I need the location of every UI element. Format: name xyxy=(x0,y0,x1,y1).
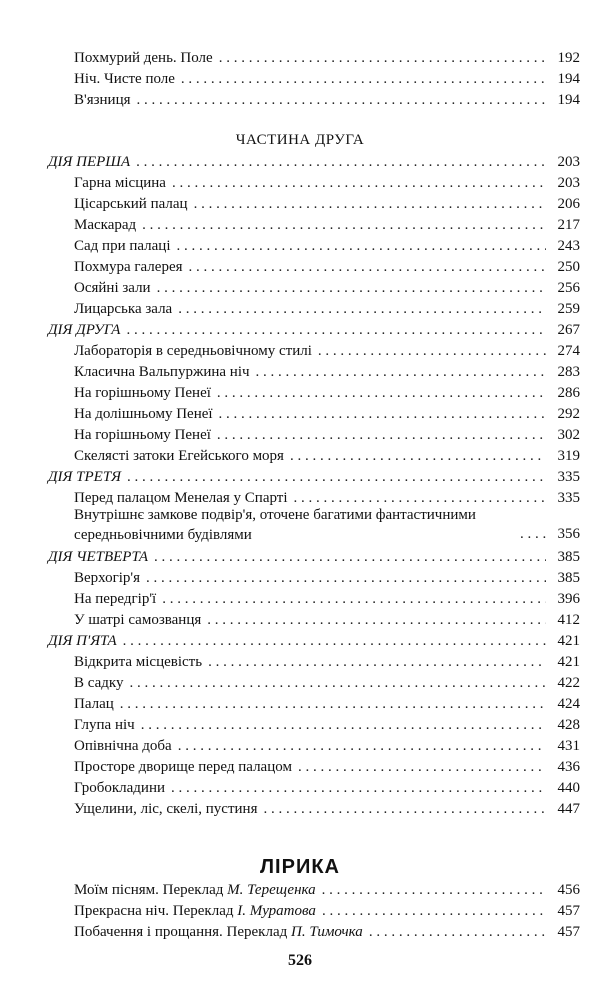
toc-entry xyxy=(48,757,580,778)
act-title: ДІЯ ЧЕТВЕРТА xyxy=(48,549,149,565)
entry-title: Класична Вальпуржина ніч xyxy=(74,364,250,380)
leader-dots xyxy=(127,467,546,488)
toc-entry xyxy=(48,425,580,446)
leader-dots xyxy=(141,715,546,736)
entry-title-text: Моїм пісням. Переклад xyxy=(74,882,228,898)
toc-entry xyxy=(48,446,580,467)
entry-title: Опівнічна доба xyxy=(74,738,172,754)
toc-entry xyxy=(48,362,580,383)
entry-title: Похмурий день. Поле xyxy=(74,50,213,66)
entry-page: 422 xyxy=(557,675,580,691)
entry-page: 274 xyxy=(557,343,580,359)
toc-entry xyxy=(48,69,580,90)
entry-title-text: Побачення і прощання. Переклад xyxy=(74,924,291,940)
leader-dots xyxy=(256,362,546,383)
entry-title: На передгір'ї xyxy=(74,591,157,607)
entry-title: Перед палацом Менелая у Спарті xyxy=(74,490,288,506)
toc-entry xyxy=(48,568,580,589)
entry-title: Гробокладини xyxy=(74,780,166,796)
entry-title: Відкрита місцевість xyxy=(74,654,203,670)
toc-entry xyxy=(48,799,580,820)
entry-page: 421 xyxy=(557,654,580,670)
entry-title: Маскарад xyxy=(74,217,137,233)
toc-entry xyxy=(48,922,580,943)
leader-dots xyxy=(157,278,546,299)
toc-entry xyxy=(48,90,580,111)
entry-page: 456 xyxy=(557,882,580,898)
entry-page: 385 xyxy=(557,570,580,586)
leader-dots xyxy=(207,610,546,631)
entry-title: Лицарська зала xyxy=(74,301,173,317)
act-title: ДІЯ ТРЕТЯ xyxy=(48,469,122,485)
leader-dots xyxy=(322,901,546,922)
toc-act xyxy=(48,152,580,173)
leader-dots xyxy=(217,425,546,446)
entry-page: 259 xyxy=(557,301,580,317)
leader-dots xyxy=(263,799,546,820)
leader-dots xyxy=(189,257,546,278)
leader-dots xyxy=(177,236,546,257)
translator-name: М. Терещенка xyxy=(227,882,316,898)
leader-dots xyxy=(194,194,546,215)
entry-title: Гарна місцина xyxy=(74,175,166,191)
entry-title xyxy=(74,922,363,943)
entry-title: Сад при палаці xyxy=(74,238,171,254)
act-title: ДІЯ П'ЯТА xyxy=(48,633,117,649)
leader-dots xyxy=(298,757,546,778)
entry-page: 447 xyxy=(557,801,580,817)
entry-title: На горішньому Пенеї xyxy=(74,385,211,401)
entry-page: 283 xyxy=(557,364,580,380)
entry-title: У шатрі самозванця xyxy=(74,612,202,628)
leader-dots xyxy=(126,320,546,341)
entry-page: 206 xyxy=(557,196,580,212)
entry-page: 396 xyxy=(557,591,580,607)
leader-dots xyxy=(217,383,546,404)
entry-page: 440 xyxy=(557,780,580,796)
toc-entry xyxy=(48,901,580,922)
toc-entry xyxy=(48,404,580,425)
entry-title: В'язниця xyxy=(74,92,131,108)
leader-dots xyxy=(136,152,546,173)
leader-dots xyxy=(178,299,546,320)
entry-page: 203 xyxy=(557,154,580,170)
toc-act xyxy=(48,631,580,652)
toc-entry xyxy=(48,173,580,194)
part-heading: ЧАСТИНА ДРУГА xyxy=(235,132,365,148)
leader-dots xyxy=(172,173,546,194)
entry-title: Лабораторія в середньовічному стилі xyxy=(74,343,312,359)
entry-page: 217 xyxy=(557,217,580,233)
entry-title: Скелясті затоки Егейського моря xyxy=(74,448,284,464)
toc-entry xyxy=(48,694,580,715)
toc-entry xyxy=(48,673,580,694)
entry-page: 385 xyxy=(557,549,580,565)
toc-entry xyxy=(48,778,580,799)
entry-title: В садку xyxy=(74,675,124,691)
act-title: ДІЯ ПЕРША xyxy=(48,154,131,170)
entry-title: Внутрішнє замкове подвір'я, оточене багатими фантастичними середньовічними будівлями xyxy=(74,507,476,543)
toc-entry xyxy=(48,589,580,610)
entry-title: На долішньому Пенеї xyxy=(74,406,213,422)
entry-page: 431 xyxy=(557,738,580,754)
toc-entry xyxy=(48,341,580,362)
entry-title: Ущелини, ліс, скелі, пустиня xyxy=(74,801,258,817)
leader-dots xyxy=(219,48,546,69)
entry-title: Верхогір'я xyxy=(74,570,141,586)
entry-title xyxy=(74,880,316,901)
entry-page: 292 xyxy=(557,406,580,422)
leader-dots xyxy=(162,589,546,610)
leader-dots xyxy=(520,524,546,545)
entry-page: 256 xyxy=(557,280,580,296)
toc-act xyxy=(48,547,580,568)
entry-page: 421 xyxy=(557,633,580,649)
entry-page: 457 xyxy=(557,903,580,919)
entry-title: Похмура галерея xyxy=(74,259,183,275)
entry-page: 192 xyxy=(557,50,580,66)
leader-dots xyxy=(171,778,546,799)
toc-entry xyxy=(48,48,580,69)
toc-act xyxy=(48,467,580,488)
toc-entry xyxy=(48,383,580,404)
entry-page: 267 xyxy=(557,322,580,338)
entry-page: 250 xyxy=(557,259,580,275)
toc-act xyxy=(48,320,580,341)
entry-page: 203 xyxy=(557,175,580,191)
leader-dots xyxy=(318,341,546,362)
entry-title: Глупа ніч xyxy=(74,717,135,733)
entry-page: 356 xyxy=(557,526,580,542)
leader-dots xyxy=(219,404,546,425)
entry-title: Ніч. Чисте поле xyxy=(74,71,175,87)
entry-page: 412 xyxy=(557,612,580,628)
entry-title: На горішньому Пенеї xyxy=(74,427,211,443)
entry-page: 286 xyxy=(557,385,580,401)
act-title: ДІЯ ДРУГА xyxy=(48,322,121,338)
entry-page: 194 xyxy=(557,71,580,87)
toc-entry xyxy=(48,505,580,545)
leader-dots xyxy=(146,568,546,589)
entry-title: Просторе дворище перед палацом xyxy=(74,759,292,775)
entry-page: 319 xyxy=(557,448,580,464)
page-number: 526 xyxy=(288,952,312,969)
leader-dots xyxy=(142,215,546,236)
translator-name: І. Муратова xyxy=(237,903,316,919)
entry-title: Осяйні зали xyxy=(74,280,151,296)
leader-dots xyxy=(123,631,546,652)
toc-entry xyxy=(48,610,580,631)
entry-page: 428 xyxy=(557,717,580,733)
toc-entry xyxy=(48,736,580,757)
toc-entry xyxy=(48,880,580,901)
toc-entry xyxy=(48,236,580,257)
toc-entry xyxy=(48,194,580,215)
toc-entry xyxy=(48,278,580,299)
entry-page: 335 xyxy=(557,469,580,485)
leader-dots xyxy=(322,880,546,901)
entry-page: 302 xyxy=(557,427,580,443)
toc-entry xyxy=(48,652,580,673)
leader-dots xyxy=(181,69,546,90)
entry-page: 457 xyxy=(557,924,580,940)
entry-title: Палац xyxy=(74,696,114,712)
entry-page: 424 xyxy=(557,696,580,712)
leader-dots xyxy=(290,446,546,467)
toc-entry xyxy=(48,257,580,278)
leader-dots xyxy=(178,736,546,757)
toc-entry xyxy=(48,299,580,320)
leader-dots xyxy=(129,673,546,694)
entry-page: 436 xyxy=(557,759,580,775)
leader-dots xyxy=(369,922,546,943)
leader-dots xyxy=(208,652,546,673)
entry-title: Цісарський палац xyxy=(74,196,188,212)
entry-page: 243 xyxy=(557,238,580,254)
entry-title xyxy=(74,901,316,922)
entry-page: 194 xyxy=(557,92,580,108)
entry-page: 335 xyxy=(557,490,580,506)
entry-title-text: Прекрасна ніч. Переклад xyxy=(74,903,238,919)
leader-dots xyxy=(137,90,546,111)
toc-entry xyxy=(48,715,580,736)
leader-dots xyxy=(154,547,546,568)
toc-entry xyxy=(48,215,580,236)
section-heading: ЛІРИКА xyxy=(260,856,340,878)
translator-name: П. Тимочка xyxy=(291,924,363,940)
leader-dots xyxy=(120,694,546,715)
